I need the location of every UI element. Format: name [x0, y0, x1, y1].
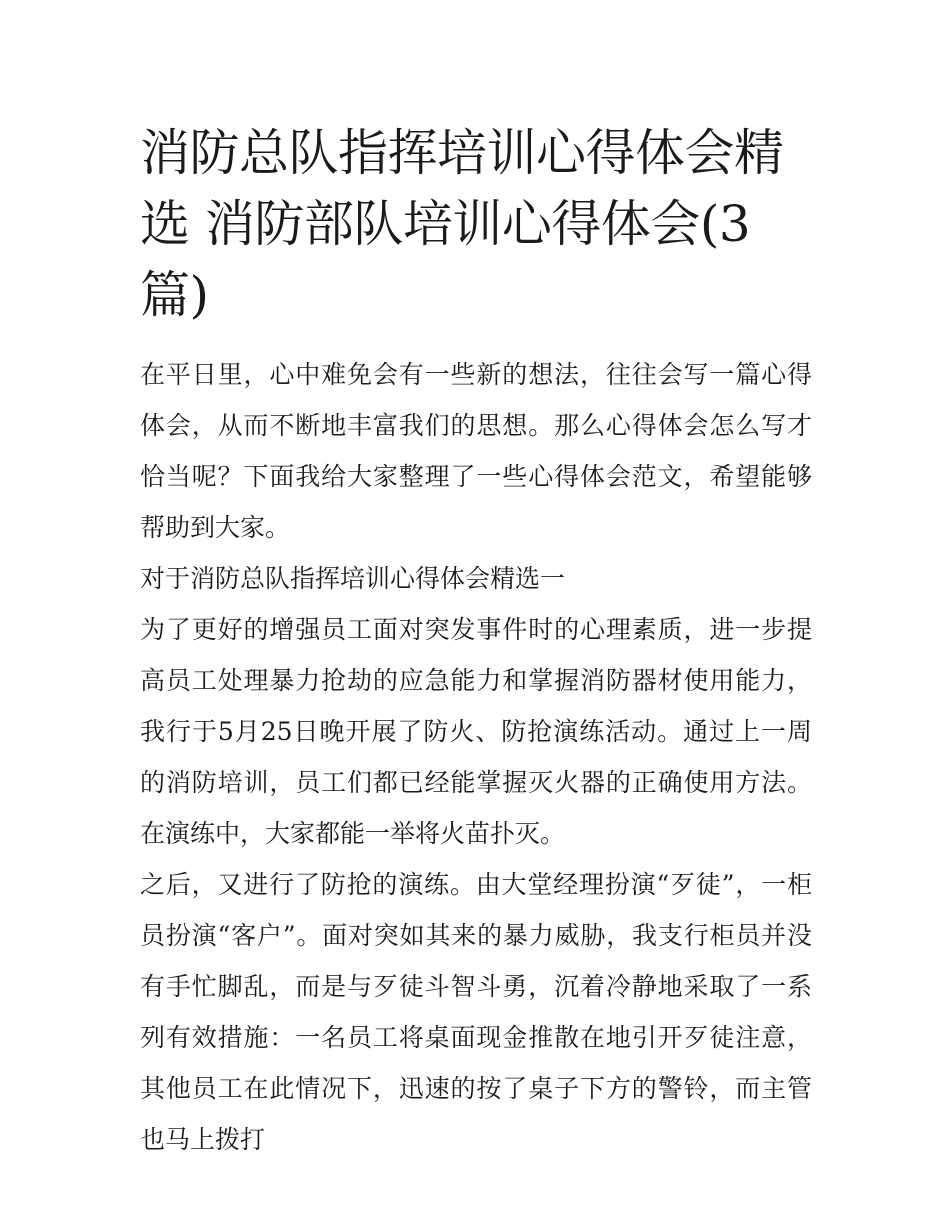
document-body: [140, 118, 812, 1165]
intro-paragraph: 在平日里，心中难免会有一些新的想法，往往会写一篇心得体会，从而不断地丰富我们的思想。那么心得体会怎么写才恰当呢？下面我给大家整理了一些心得体会范文，希望能够帮助到大家。: [140, 360, 812, 542]
body-paragraph-1: 为了更好的增强员工面对突发事件时的心理素质，进一步提高员工处理暴力抢劫的应急能力和掌握消防器材使用能力，我行于5月25日晚开展了防火、防抢演练活动。通过上一周的消防培训，员工们都已经能掌握灭火器的正确使用方法。在演练中，大家都能一举将火苗扑灭。: [140, 615, 812, 848]
document-title: 消防总队指挥培训心得体会精选 消防部队培训心得体会(3篇): [140, 124, 784, 324]
body-paragraph-2: 之后，又进行了防抢的演练。由大堂经理扮演“歹徒”，一柜员扮演“客户”。面对突如其来的暴力威胁，我支行柜员并没有手忙脚乱，而是与歹徒斗智斗勇，沉着冷静地采取了一系列有效措施：一名员工将桌面现金推散在地引开歹徒注意，其他员工在此情况下，迅速的按了桌子下方的警铃，而主管也马上拨打: [140, 870, 812, 1154]
section-heading: 对于消防总队指挥培训心得体会精选一: [140, 564, 566, 593]
